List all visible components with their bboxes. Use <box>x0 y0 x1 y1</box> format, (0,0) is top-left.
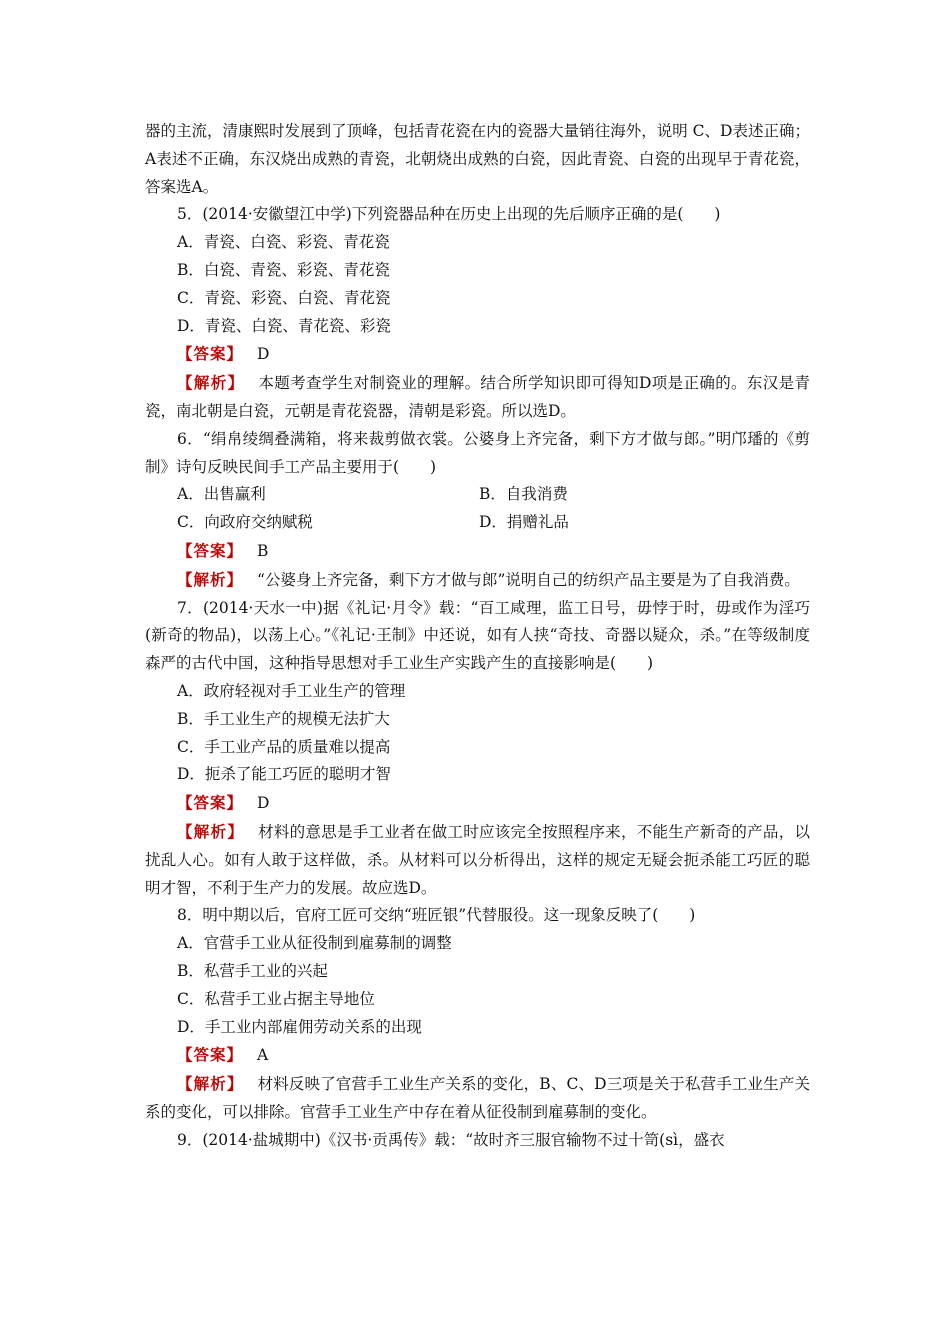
answer-tag: 【答案】 <box>177 540 244 560</box>
question-8-option-d: D．手工业内部雇佣劳动关系的出现 <box>177 1017 422 1036</box>
question-7-answer <box>145 789 810 818</box>
question-6-stem: 6．“绢帛绫绸叠满箱，将来裁剪做衣裳。公婆身上齐完备，剩下方才做与郎。”明邝璠的《剪制》诗句反映民间手工产品主要用于( ) <box>145 429 810 476</box>
document-page <box>145 118 810 1154</box>
question-6-option-b: B．自我消费 <box>479 485 568 504</box>
continued-analysis: 器的主流，清康熙时发展到了顶峰，包括青花瓷在内的瓷器大量销往海外，说明 C、D表述正确；A表述不正确，东汉烧出成熟的青瓷，北朝烧出成熟的白瓷，因此青瓷、白瓷的出现早于青花瓷，答案选A。 <box>145 122 810 196</box>
question-7-analysis <box>145 818 810 902</box>
analysis-text: “公婆身上齐完备，剩下方才做与郎”说明自己的纺织产品主要是为了自我消费。 <box>257 570 800 589</box>
question-8-analysis <box>145 1070 810 1127</box>
question-5-analysis <box>145 369 810 426</box>
analysis-text: 材料的意思是手工业者在做工时应该完全按照程序来，不能生产新奇的产品，以扰乱人心。如有人敢于这样做，杀。从材料可以分析得出，这样的规定无疑会扼杀能工巧匠的聪明才智，不利于生产力的发展。故应选D。 <box>145 822 810 897</box>
answer-tag: 【答案】 <box>177 793 244 813</box>
analysis-text: 材料反映了官营手工业生产关系的变化，B、C、D三项是关于私营手工业生产关系的变化，可以排除。官营手工业生产中存在着从征役制到雇募制的变化。 <box>145 1075 810 1121</box>
analysis-text: 本题考查学生对制瓷业的理解。结合所学知识即可得知D项是正确的。东汉是青瓷，南北朝是白瓷，元朝是青花瓷器，清朝是彩瓷。所以选D。 <box>145 374 810 420</box>
question-6-options-row-1 <box>145 481 810 509</box>
analysis-tag: 【解析】 <box>177 821 245 841</box>
answer-tag: 【答案】 <box>177 344 244 364</box>
question-5-option-b: B．白瓷、青瓷、彩瓷、青花瓷 <box>177 260 390 279</box>
question-6-option-a: A．出售赢利 <box>177 485 266 504</box>
question-7-option-b: B．手工业生产的规模无法扩大 <box>177 709 390 728</box>
question-8-option-b: B．私营手工业的兴起 <box>177 961 328 980</box>
question-8-option-c: C．私营手工业占据主导地位 <box>177 989 375 1008</box>
answer-value: D <box>257 794 270 813</box>
question-6-answer <box>145 537 810 566</box>
question-6-option-d: D．捐赠礼品 <box>479 513 569 532</box>
answer-tag: 【答案】 <box>177 1045 244 1065</box>
question-5-option-a: A．青瓷、白瓷、彩瓷、青花瓷 <box>177 233 390 252</box>
question-7-option-c: C．手工业产品的质量难以提高 <box>177 737 391 756</box>
question-7-option-d: D．扼杀了能工巧匠的聪明才智 <box>177 765 391 784</box>
question-7-stem: 7．(2014·天水一中)据《礼记·月令》载：“百工咸理，监工日号，毋悖于时，毋或作为淫巧(新奇的物品)，以荡上心。”《礼记·王制》中还说，如有人挟“奇技、奇器以疑众，杀。”在等级制度森严的古代中国，这种指导思想对手工业生产实践产生的直接影响是( ) <box>145 598 810 673</box>
question-8-stem: 8．明中期以后，官府工匠可交纳“班匠银”代替服役。这一现象反映了( ) <box>177 906 696 925</box>
question-7-option-a: A．政府轻视对手工业生产的管理 <box>177 681 406 700</box>
answer-value: D <box>257 345 270 364</box>
question-5-option-d: D．青瓷、白瓷、青花瓷、彩瓷 <box>177 316 391 335</box>
question-5-option-c: C．青瓷、彩瓷、白瓷、青花瓷 <box>177 288 391 307</box>
analysis-tag: 【解析】 <box>177 1074 244 1094</box>
question-6-options-row-2 <box>145 509 810 537</box>
question-6-option-c: C．向政府交纳赋税 <box>177 513 313 532</box>
question-5-answer <box>145 340 810 369</box>
answer-value: B <box>257 541 269 560</box>
question-8-option-a: A．官营手工业从征役制到雇募制的调整 <box>177 934 452 953</box>
question-8-answer <box>145 1041 810 1070</box>
analysis-tag: 【解析】 <box>177 373 245 393</box>
question-6-analysis <box>145 566 810 595</box>
question-5-stem: 5．(2014·安徽望江中学)下列瓷器品种在历史上出现的先后顺序正确的是( ) <box>177 205 721 224</box>
question-9-stem: 9．(2014·盐城期中)《汉书·贡禹传》载：“故时齐三服官输物不过十笥(sì，盛衣 <box>177 1130 725 1149</box>
analysis-tag: 【解析】 <box>177 569 244 589</box>
answer-value: A <box>257 1046 269 1065</box>
